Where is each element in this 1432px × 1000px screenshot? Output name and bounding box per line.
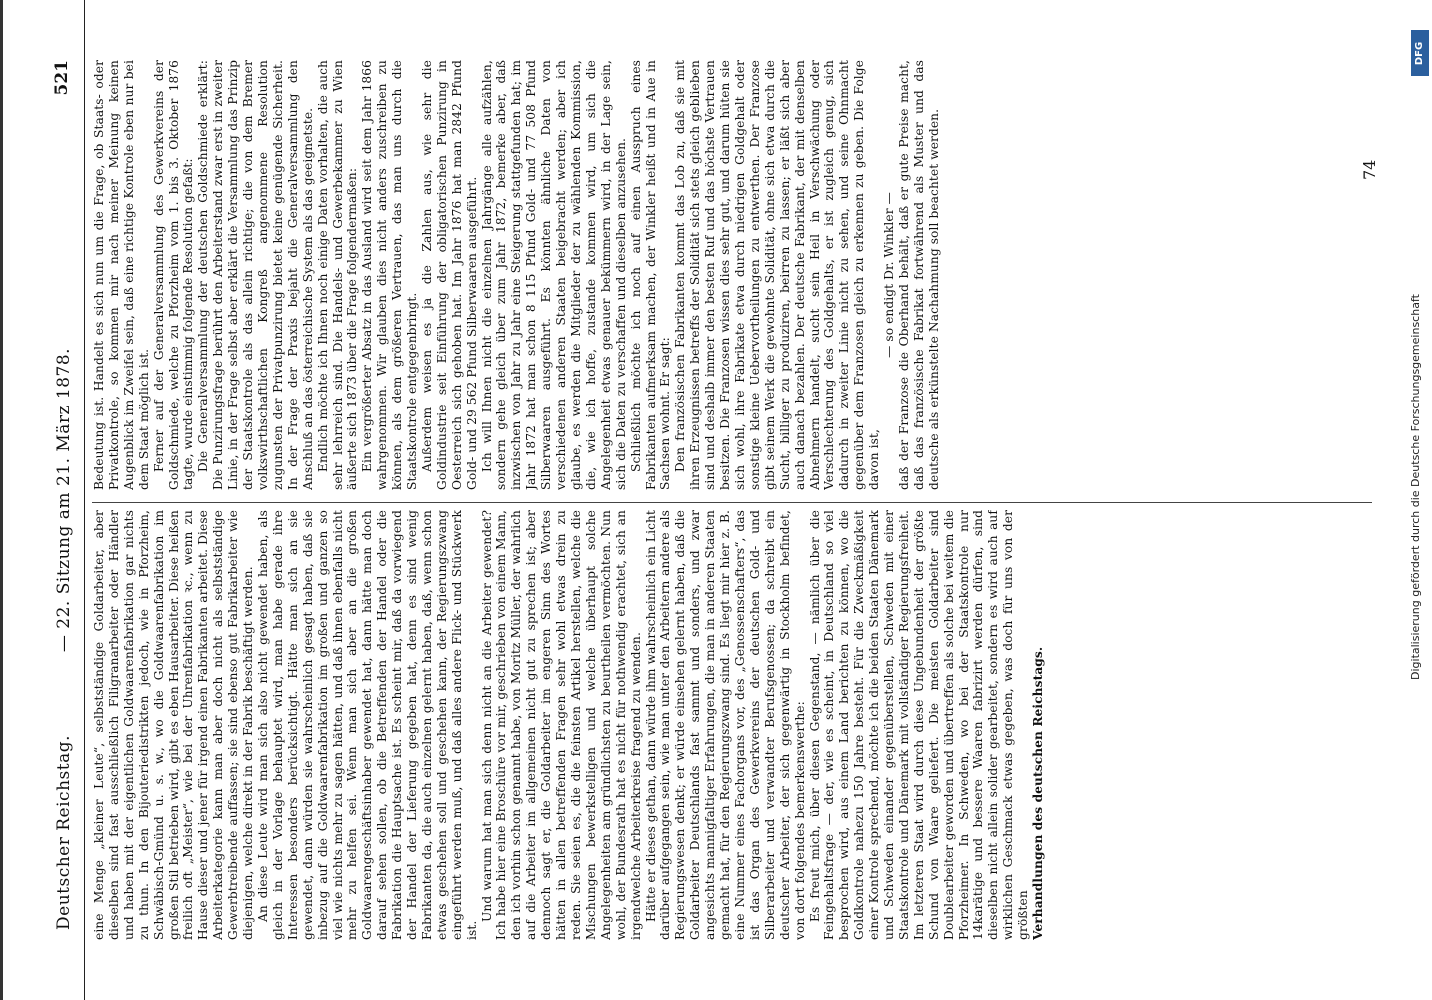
right-paragraph: Den französischen Fabrikanten kommt das Lob zu, daß sie mit ihren Erzeugnissen betreffs der Solidität sich stets gleich geblieben sind und deshalb immer den besten Ruf und das höchste Vertrauen besitzen. Die Franzosen wissen dies sehr gut, und darum hüten sie sich wohl, ihre Fabrikate etwa durch niedrigen Goldgehalt oder sonstige kleine Uebervortheilungen zu entwerthen. Der Franzose gibt seinem Werk die gewohnte Solidität, ohne sich etwa durch die Sucht, billiger zu produziren, beirren zu lassen; er läßt sich aber auch danach bezahlen. Der deutsche Fabrikant, der mit denselben Abnehmern handelt, sucht sein Heil in Verschwächung oder Verschlechterung des Goldgehalts, er ist zugleich genug, sich dadurch in zweiter Linie nicht zu sehen, und seine Ohnmacht gegenüber dem Franzosen gleich zu erkennen zu geben. Die Folge davon ist,: [673, 60, 882, 490]
left-column: [92, 510, 1372, 940]
dfg-logo-icon: [1411, 30, 1429, 76]
right-paragraph: Außerdem weisen es ja die Zahlen aus, wie sehr die Goldindustrie seit Einführung der obligatorischen Punzirung in Oesterreich sich gehoben hat. Im Jahr 1876 hat man 2842 Pfund Gold- und 29 562 Pfund Silberwaaren ausgeführt.: [419, 60, 479, 490]
right-paragraph: daß der Franzose die Oberhand behält, daß er gute Preise macht, daß das französische Fabrikat fortwährend als Muster und das deutsche als erkünstelte Nachahmung soll beachtet werden.: [896, 60, 941, 490]
left-paragraph: Es freut mich, über diesen Gegenstand, — nämlich über die Feingehaltsfrage — der, wie es scheint, in Deutschland so viel besprochen wird, aus einem Land berichten zu können, wo die Goldkontrole nahezu 150 Jahre besteht. Für die Zweckmäßigkeit einer Kontrole sprechend, möchte ich die beiden Staaten Dänemark und Schweden einander gegenüberstellen, Schweden mit einer Staatskontrole und Dänemark mit vollständiger Regierungsfreiheit. Im letzteren Staat wird durch diese Ungebundenheit der größte Schund von Waare geliefert. Die meisten Goldarbeiter sind Doublearbeiter geworden und übertreffen als solche bei weitem die Pforzheimer. In Schweden, wo bei der Staatskontrole nur 14karätige und bessere Waaren fabrizirt werden dürfen, sind dieselben nicht allein solider gearbeitet, sondern es wird auch auf wirklichen Geschmack etwas gegeben, was doch für uns von der größten: [807, 510, 1031, 940]
right-paragraph: Schließlich möchte ich noch auf einen Ausspruch eines Fabrikanten aufmerksam machen, der Winkler heißt und in Aue in Sachsen wohnt. Er sagt:: [628, 60, 673, 490]
right-paragraph: Die Generalversammlung der deutschen Goldschmiede erklärt: Die Punzirungsfrage berührt den Arbeiterstand zwar erst in zweiter Linie, in der Frage selbst aber erklärt die Versammlung das Prinzip der Staatskontrole als das allein richtige; die von dem Bremer volkswirthschaftlichen Kongreß angenommene Resolution zugunsten der Privatpunzirung bietet keine genügende Sicherheit. In der Frage der Praxis bejaht die Generalversammlung den Anschluß an das österreichische System als das geeignetste.: [196, 60, 315, 490]
right-column: [92, 60, 1372, 490]
digitization-credit: Digitalisierung gefördert durch die Deutsche Forschungsgemeinschaft: [1409, 294, 1422, 680]
dfg-logo-text: DFG: [1414, 41, 1426, 65]
page-number: 521: [52, 60, 72, 96]
scan-edge: [0, 0, 3, 1000]
column-divider: [92, 502, 1372, 503]
right-paragraph: Ferner auf der Generalversammlung des Gewerkvereins der Goldschmiede, welche zu Pforzheim vom 1. bis 3. Oktober 1876 tagte, wurde einstimmig folgende Resolution gefaßt:: [151, 60, 196, 490]
left-paragraph: Hätte er dieses gethan, dann würde ihm wahrscheinlich ein Licht darüber aufgegangen sein, wie man unter den Arbeitern andere als Regierungswesen denkt; er würde einsehen gelernt haben, daß die Goldarbeiter Deutschlands fast sammt und sonders, und zwar angesichts mannigfaltiger Erfahrungen, die man in anderen Staaten gemacht hat, für den Regierungszwang sind. Es liegt mir hier z. B. eine Nummer eines Fachorgans vor, des „Genossenschafters“, das ist das Organ des Gewerkvereins der deutschen Gold- und Silberarbeiter und verwandter Berufsgenossen; da schreibt ein deutscher Arbeiter, der sich gegenwärtig in Stockholm befindet, von dort folgendes bemerkenswerthe:: [643, 510, 807, 940]
header-center: — 22. Sitzung am 21. März 1878.: [54, 347, 74, 653]
left-paragraph: Und warum hat man sich denn nicht an die Arbeiter gewendet? Ich habe hier eine Broschüre vor mir, geschrieben von einem Mann, den ich vorhin schon genannt habe, von Moritz Müller, der wahrlich auf die Arbeiter im allgemeinen nicht gut zu sprechen ist; aber dennoch sagt er, die Goldarbeiter im engeren Sinn des Wortes hätten in allen betreffenden Fragen sehr wohl etwas drein zu reden. Sie seien es, die die feinsten Artikel herstellen, welche die Mischungen bewerkstelligen und welche überhaupt solche Angelegenheiten am gründlichsten zu beurtheilen vermöchten. Nun wohl, der Bundesrath hat es nicht für nothwendig erachtet, sich an irgendwelche Arbeiterkreise fragend zu wenden.: [479, 510, 643, 940]
right-paragraph: — so endigt Dr. Winkler —: [882, 192, 897, 358]
header-left: Deutscher Reichstag.: [54, 735, 74, 930]
left-paragraph: Verhandlungen des deutschen Reichstags.: [1031, 646, 1046, 940]
right-paragraph: Bedeutung ist. Handelt es sich nun um die Frage, ob Staats- oder Privatkontrole, so kommen mir nach meiner Meinung keinen Augenblick im Zweifel sein, daß eine richtige Kontrole eben nur bei dem Staat möglich ist.: [92, 60, 151, 490]
right-paragraph: Endlich möchte ich Ihnen noch einige Daten vorhalten, die auch sehr lehrreich sind. Die Handels- und Gewerbekammer zu Wien äußerte sich 1873 über die Frage folgendermaßen:: [315, 60, 360, 490]
right-paragraph: Ich will Ihnen nicht die einzelnen Jahrgänge alle aufzählen, sondern gehe gleich über zum Jahr 1872, bemerke aber, daß inzwischen von Jahr zu Jahr eine Steigerung stattgefunden hat; im Jahr 1872 hat man schon 8 115 Pfund Gold- und 77 508 Pfund Silberwaaren ausgeführt. Es könnten ähnliche Daten von verschiedenen anderen Staaten beigebracht werden; aber ich glaube, es werden die Mitglieder der zu wählenden Kommission, die, wie ich hoffe, zustande kommen wird, um sich die Angelegenheit etwas genauer bekümmern wird, in der Lage sein, sich die Daten zu verschaffen und dieselben anzusehen.: [479, 60, 628, 490]
left-paragraph: eine Menge „kleiner Leute“, selbstständige Goldarbeiter, aber dieselben sind fast ausschließlich Filigranarbeiter oder Händler und haben mit der eigentlichen Goldwaarenfabrikation gar nichts zu thun. In den Bijouteriedistrikten jedoch, wie in Pforzheim, Schwäbisch-Gmünd u. s. w., wo die Goldwaarenfabrikation im großen Stil betrieben wird, gibt es eben Hausarbeiter. Diese heißen freilich oft „Meister“, wie bei der Uhrenfabrikation ꝛc., wenn zu Hause dieser und jener für irgend einen Fabrikanten arbeitet. Diese Arbeiterkategorie kann man aber doch nicht als selbstständige Gewerbtreibende auffassen; sie sind ebenso gut Fabrikarbeiter wie diejenigen, welche direkt in der Fabrik beschäftigt werden.: [92, 510, 256, 940]
signature-mark: 74: [1360, 159, 1379, 180]
right-paragraph: Ein vergrößerter Absatz in das Ausland wird seit dem Jahr 1866 wahrgenommen. Wir glauben dies nicht anders zuschreiben zu können, als dem größeren Vertrauen, das man uns durch die Staatskontrole entgegenbringt.: [360, 60, 420, 490]
page-header: [44, 0, 85, 1000]
left-paragraph: An diese Leute wird man sich also nicht gewendet haben, als gleich in der Vorlage behauptet wird, man habe gerade ihre Interessen besonders berücksichtigt. Hätte man sich an sie gewendet, dann würden sie wahrscheinlich gesagt haben, daß sie inbezug auf die Goldwaarenfabrikation im großen und ganzen so viel wie nichts mehr zu sagen hätten, und daß ihnen ebenfalls nicht mehr zu helfen sei. Wenn man sich aber an die großen Goldwaarengeschäftsinhaber gewendet hat, dann hätte man doch darauf sehen sollen, ob die Betreffenden der Handel oder die Fabrikation die Hauptsache ist. Es scheint mir, daß da vorwiegend der Handel der Lieferung gegeben hat, denn es sind wenig Fabrikanten da, die auch einzelnen gelernt haben, daß, wenn schon etwas geschehen soll und geschehen kann, der Regierungszwang eingeführt werden muß, und daß alles andere Flick- und Stückwerk ist.: [255, 510, 479, 940]
